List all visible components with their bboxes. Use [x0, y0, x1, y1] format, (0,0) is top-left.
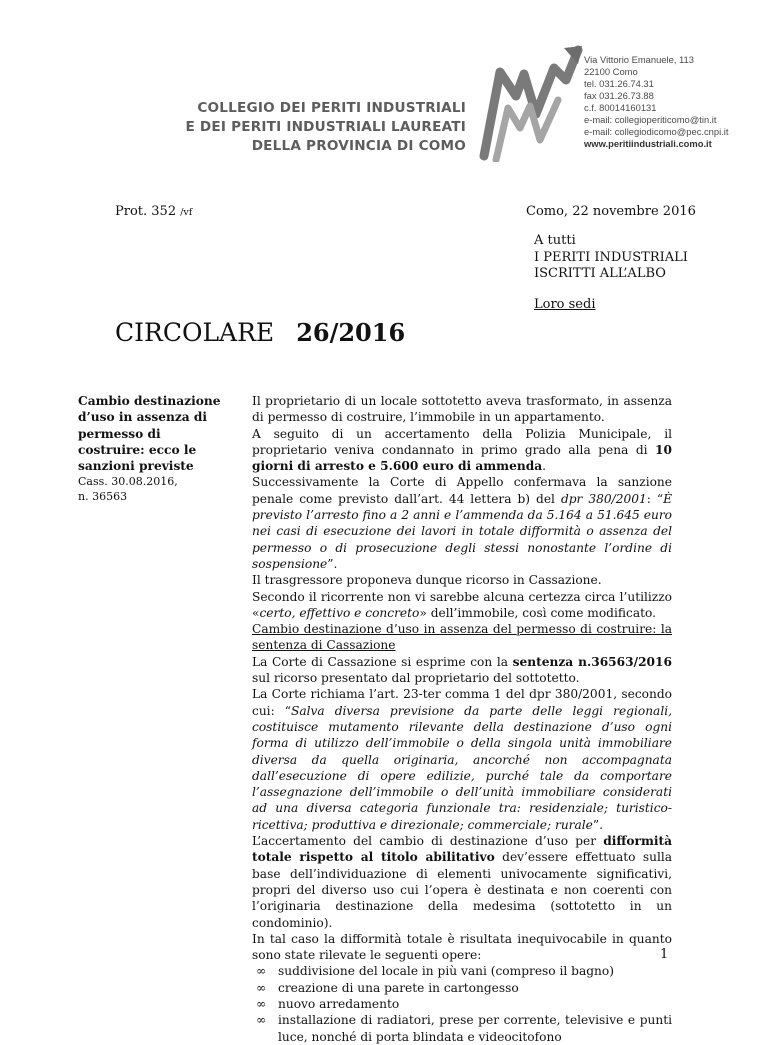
law-reference: dpr 380/2001 — [560, 491, 647, 506]
recipient-line: A tutti — [534, 233, 576, 248]
text-run: sul ricorso presentato dal proprietario del sottotetto. — [252, 671, 580, 686]
list-item-text: suddivisione del locale in più vani (compreso il bagno) — [278, 964, 614, 979]
sidebar-heading-line: d’uso in assenza di — [78, 410, 208, 425]
paragraph — [252, 654, 672, 687]
page-number: 1 — [660, 947, 669, 962]
sentence-reference: sentenza n.36563/2016 — [512, 654, 672, 669]
edilizia-vertical-label — [47, 574, 99, 842]
college-logo-icon — [478, 44, 584, 162]
list-item-text: nuovo arredamento — [278, 996, 400, 1011]
list-item-text: creazione di una parete in cartongesso — [278, 980, 519, 995]
text-run: ”. — [592, 817, 603, 832]
recipients-block — [534, 233, 688, 283]
text-run: . — [542, 459, 546, 474]
sidebar-reference-line: n. 36563 — [78, 490, 128, 504]
protocol-number — [115, 204, 192, 219]
sidebar-summary — [78, 393, 248, 504]
sidebar-heading-line: Cambio destinazione — [78, 394, 221, 408]
paragraph — [252, 426, 672, 475]
sidebar-reference-line: Cass. 30.08.2016, — [78, 475, 178, 489]
list-item — [256, 963, 672, 979]
recipient-line: I PERITI INDUSTRIALI — [534, 249, 688, 265]
paragraph — [252, 474, 672, 572]
text-run: L’accertamento del cambio di destinazione d’uso per — [252, 834, 604, 849]
organization-name — [184, 99, 466, 156]
section-subheading: Cambio destinazione d’uso in assenza del permesso di costruire: la sentenza di Cassazione — [252, 622, 672, 653]
list-item — [256, 1012, 672, 1045]
paragraph: Il trasgressore proponeva dunque ricorso in Cassazione. — [252, 573, 602, 588]
text-run: dev’essere effettuato sulla base dell’individuazione di elementi univocamente significativi, propri del diverso uso cui l’opera è destinata e non coerenti con l’originaria destinazione della medesima (sottotetto in un condominio). — [252, 850, 673, 930]
sidebar-heading-line: permesso di — [78, 426, 161, 441]
penalty-text: 10 giorni di arresto e 5.600 euro di ammenda — [252, 442, 672, 474]
org-line: DELLA PROVINCIA DI COMO — [251, 138, 466, 154]
text-run: » dell’immobile, così come modificato. — [419, 605, 657, 620]
list-item-text: installazione di radiatori, prese per corrente, televisive e punti luce, nonché di porta blindata e videocitofono — [278, 1013, 672, 1044]
protocol-label: Prot. 352 — [115, 204, 177, 219]
infinity-bullet-icon: ∞ — [256, 964, 267, 979]
city-line: 22100 Como — [584, 66, 638, 77]
text-run: Secondo il ricorrente non vi sarebbe alcuna certezza circa l’utilizzo « — [252, 589, 672, 620]
list-item — [256, 996, 672, 1012]
circular-number: 26/2016 — [296, 318, 406, 347]
circular-title — [115, 318, 405, 347]
text-run: A seguito di un accertamento della Polizia Municipale, il proprietario veniva condannato in primo grado alla pena di — [252, 426, 672, 457]
text-run: ”. — [327, 556, 338, 571]
protocol-suffix: /vf — [180, 207, 193, 218]
tax-code-line: c.f. 80014160131 — [584, 102, 657, 113]
website-link[interactable]: www.peritiindustriali.como.it — [584, 138, 712, 149]
emphasis-text: difformità totale rispetto al titolo abilitativo — [252, 834, 672, 865]
document-date: Como, 22 novembre 2016 — [526, 204, 696, 219]
sidebar-heading-line: costruire: ecco le — [78, 442, 197, 457]
contact-block — [584, 54, 728, 150]
sidebar-heading-line: sanzioni previste — [78, 459, 194, 474]
paragraph — [252, 686, 672, 833]
loro-sedi: Loro sedi — [534, 297, 596, 312]
text-run: La Corte di Cassazione si esprime con la — [252, 654, 513, 669]
works-list — [252, 963, 672, 1044]
quoted-phrase: certo, effettivo e concreto — [259, 605, 420, 620]
pec-email-line: e-mail: collegiodicomo@pec.cnpi.it — [584, 126, 729, 137]
paragraph — [252, 833, 672, 931]
address-line: Via Vittorio Emanuele, 113 — [584, 54, 694, 65]
phone-line: tel. 031.26.74.31 — [584, 78, 654, 89]
infinity-bullet-icon: ∞ — [256, 980, 267, 995]
paragraph: Il proprietario di un locale sottotetto aveva trasformato, in assenza di permesso di costruire, l’immobile in un appartamento. — [252, 394, 672, 425]
text-run: La Corte richiama l’art. 23-ter comma 1 del dpr 380/2001, secondo cui: “ — [252, 687, 672, 718]
infinity-bullet-icon: ∞ — [256, 996, 267, 1011]
fax-line: fax 031.26.73.88 — [584, 90, 654, 101]
infinity-bullet-icon: ∞ — [256, 1013, 267, 1028]
paragraph — [252, 589, 672, 622]
org-line: E DEI PERITI INDUSTRIALI LAUREATI — [185, 119, 466, 135]
paragraph: In tal caso la difformità totale è risultata inequivocabile in quanto sono state rilevate le seguenti opere: — [252, 931, 672, 963]
recipient-line: ISCRITTI ALL’ALBO — [534, 266, 666, 281]
org-line: COLLEGIO DEI PERITI INDUSTRIALI — [197, 100, 466, 116]
quoted-law: È previsto l’arresto fino a 2 anni e l’ammenda da 5.164 a 51.645 euro nei casi di esecuzione dei lavori in totale difformità o assenza del permesso o di prosecuzione degli stessi nonostante l’ordine di sospensione — [252, 491, 672, 571]
circular-body — [252, 393, 672, 1045]
text-run: Successivamente la Corte di Appello confermava la sanzione penale come previsto dall’art. 44 lettera b) del — [252, 475, 672, 506]
quoted-law: Salva diversa previsione da parte delle leggi regionali, costituisce mutamento rilevante della destinazione d’uso ogni forma di utilizzo dell’immobile o della singola unità immobiliare diversa da quella originaria, ancorché non accompagnata dall’esecuzione di opere edilizie, purché tale da comportare l’assegnazione dell’immobile o dell’unità immobiliare considerati ad una diversa categoria funzionale tra: residenziale; turistico-ricettiva; produttiva e direzionale; commerciale; rurale — [252, 703, 672, 832]
text-run: : “ — [646, 491, 664, 506]
title-label: CIRCOLARE — [115, 318, 275, 347]
email-line: e-mail: collegioperiticomo@tin.it — [584, 114, 717, 125]
